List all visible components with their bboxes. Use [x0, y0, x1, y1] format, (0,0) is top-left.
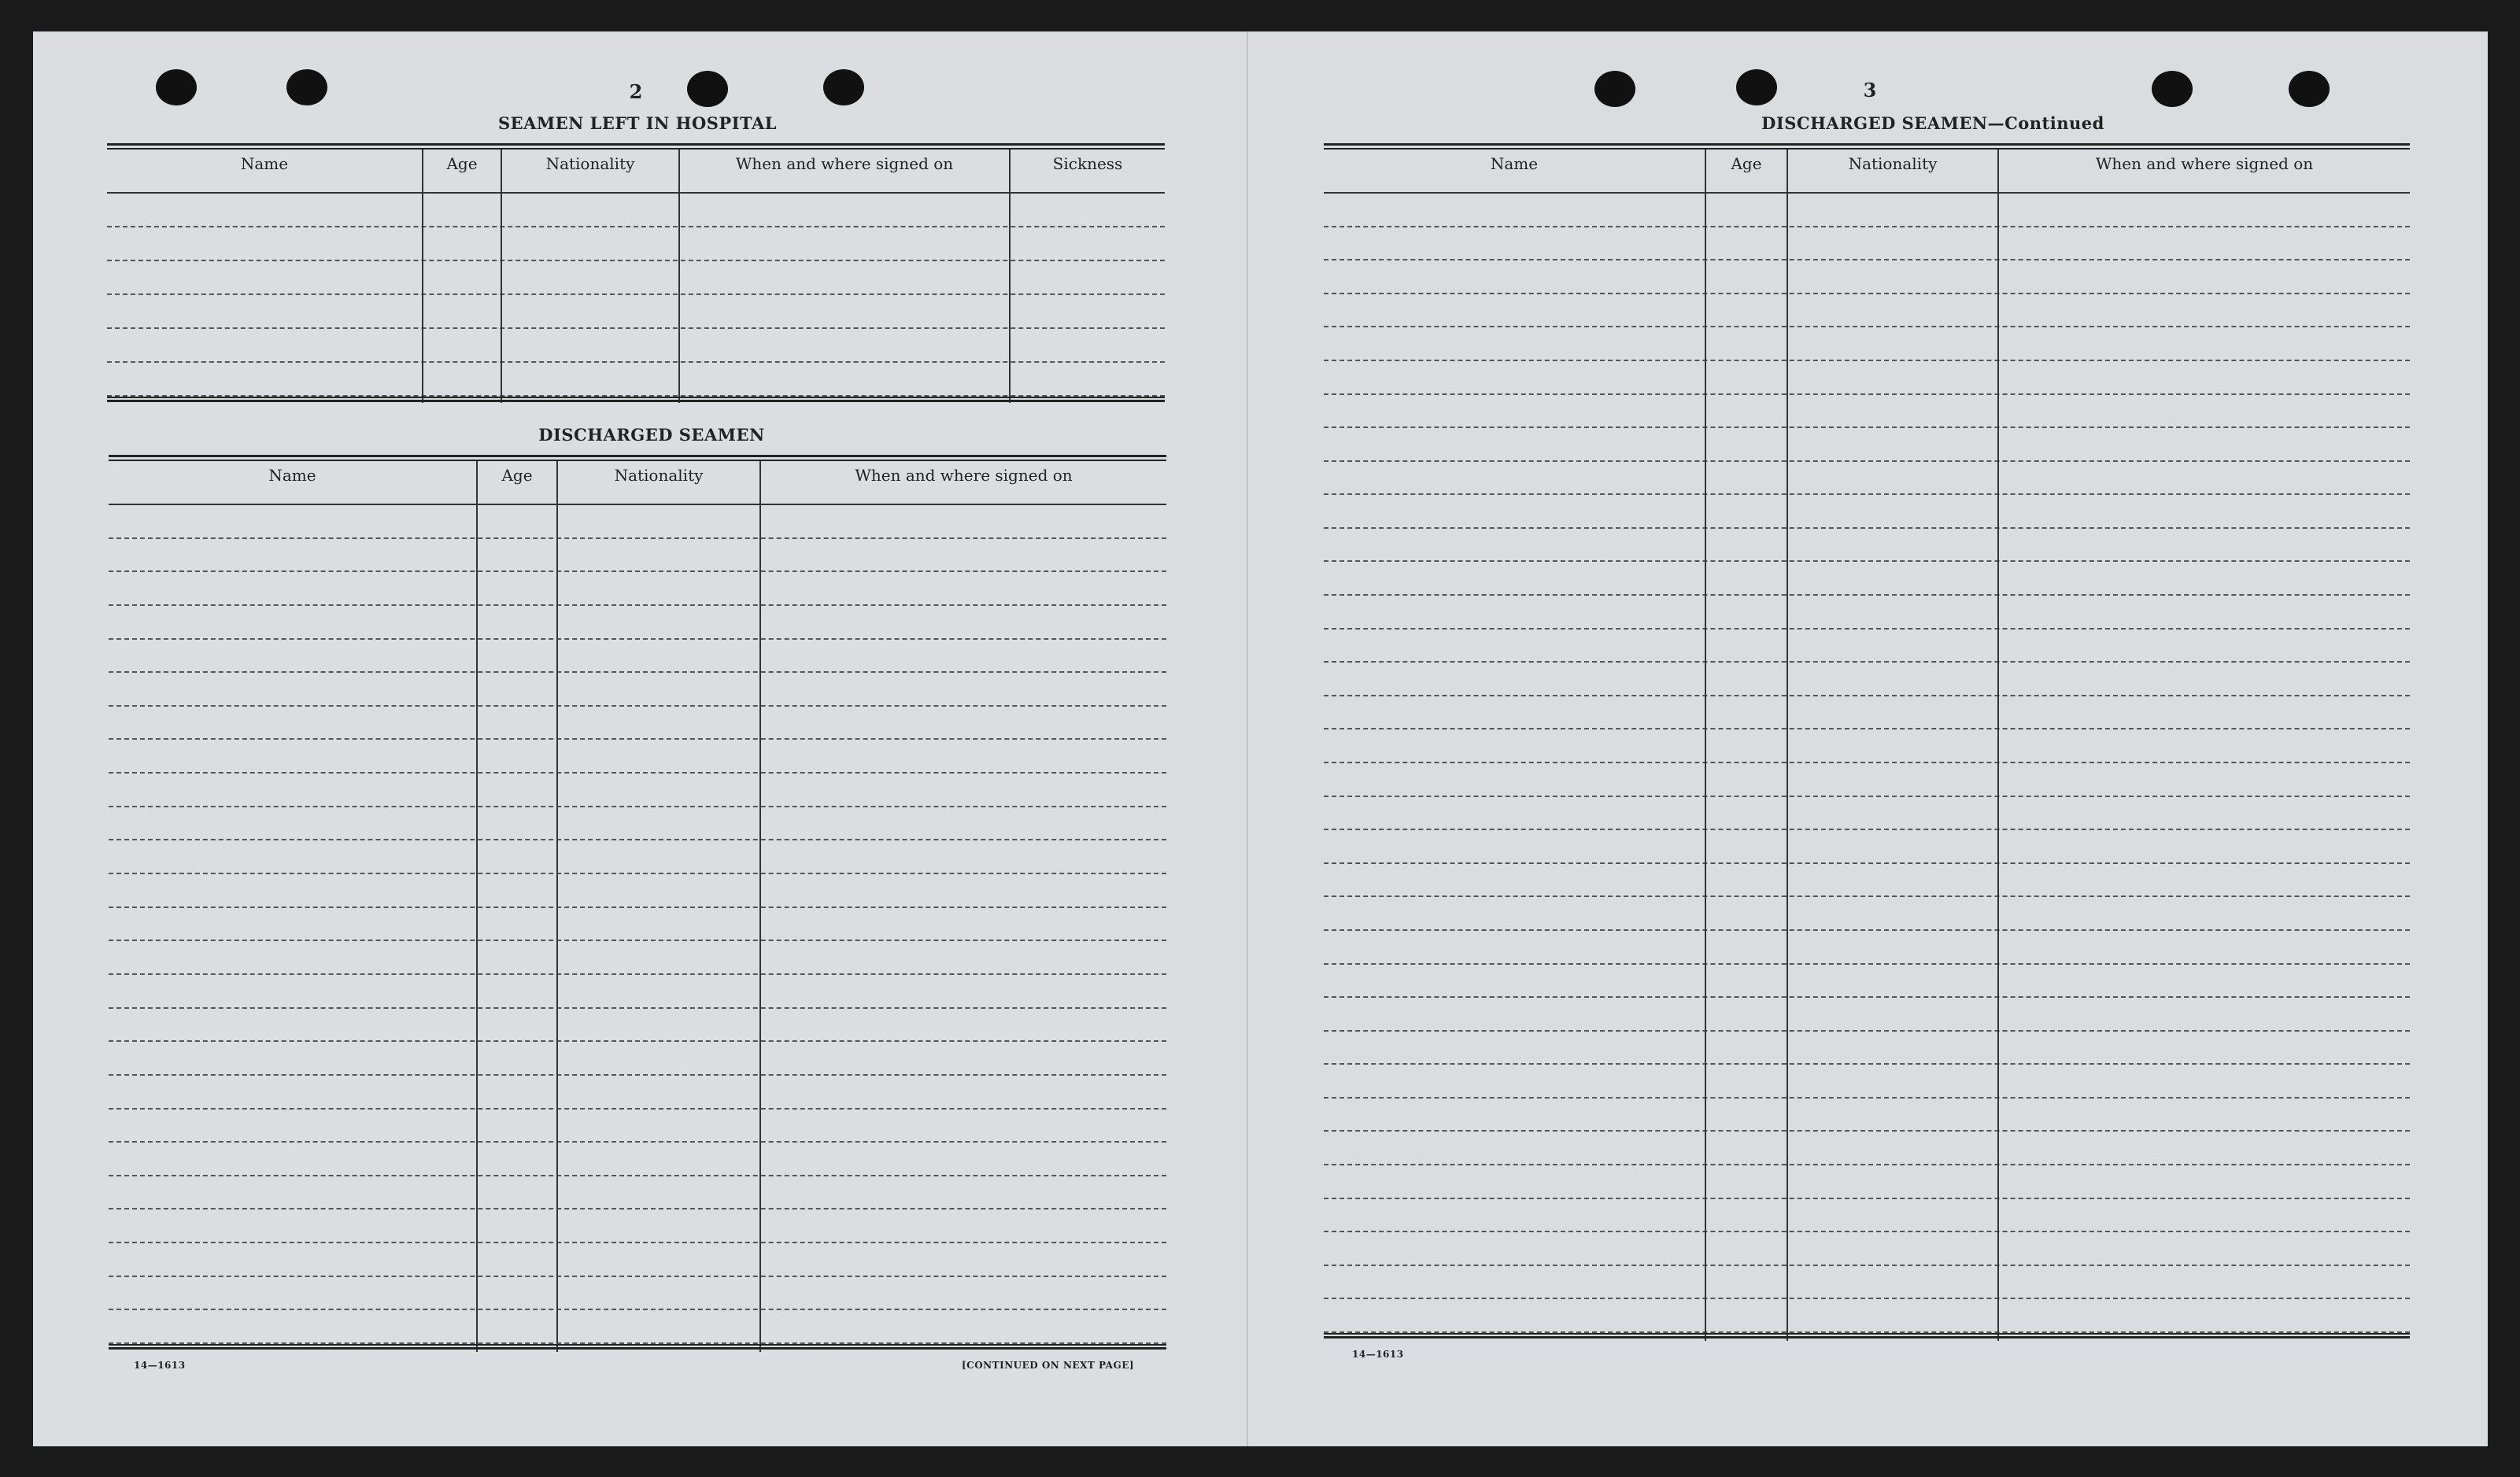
- table-row[interactable]: [1324, 763, 2410, 797]
- table-row[interactable]: [1324, 1299, 2410, 1333]
- column-header-nationality: Nationality: [1848, 154, 1938, 173]
- table-row[interactable]: [109, 975, 1166, 1009]
- column-divider: [501, 150, 502, 403]
- column-divider: [476, 461, 478, 1352]
- column-header-nationality: Nationality: [614, 466, 704, 485]
- table-row[interactable]: [1324, 529, 2410, 563]
- table-row[interactable]: [109, 908, 1166, 942]
- punch-hole-icon: [156, 69, 197, 105]
- punch-hole-icon: [1736, 69, 1777, 105]
- table-row[interactable]: [1324, 227, 2410, 261]
- table-row[interactable]: [107, 227, 1165, 261]
- column-header-sickness: Sickness: [1052, 154, 1123, 173]
- table-row[interactable]: [109, 1009, 1166, 1043]
- column-divider: [1787, 150, 1788, 1341]
- table-row[interactable]: [109, 1110, 1166, 1143]
- punch-hole-icon: [2289, 71, 2330, 107]
- column-divider: [1997, 150, 1999, 1341]
- hospital-table: [107, 143, 1165, 409]
- table-row[interactable]: [1324, 361, 2410, 395]
- table-row[interactable]: [109, 807, 1166, 841]
- table-row[interactable]: [109, 941, 1166, 975]
- section-title-discharged-seamen-continued: [1761, 113, 2104, 133]
- table-row[interactable]: [1324, 1032, 2410, 1065]
- page-number: 2: [629, 80, 643, 103]
- table-header: [107, 150, 1165, 194]
- column-header-when-where: When and where signed on: [855, 466, 1073, 485]
- punch-hole-icon: [1594, 71, 1635, 107]
- table-bottom-rule: [107, 397, 1165, 402]
- table-row[interactable]: [1324, 1165, 2410, 1199]
- table-row[interactable]: [109, 740, 1166, 774]
- table-row[interactable]: [1324, 1099, 2410, 1132]
- table-bottom-rule: [1324, 1333, 2410, 1339]
- table-row[interactable]: [109, 640, 1166, 674]
- discharged-table-continued: [1324, 143, 2410, 1347]
- table-top-rule: [107, 143, 1165, 150]
- table-row[interactable]: [109, 1176, 1166, 1210]
- page-number: 3: [1863, 79, 1877, 102]
- table-row[interactable]: [109, 673, 1166, 707]
- table-header: [1324, 150, 2410, 194]
- table-row[interactable]: [1324, 729, 2410, 763]
- section-title-seamen-left-in-hospital: SEAMEN LEFT IN HOSPITAL: [497, 113, 778, 133]
- table-row[interactable]: [1324, 562, 2410, 596]
- table-row[interactable]: [107, 295, 1165, 329]
- column-header-name: Name: [1490, 154, 1539, 173]
- table-row[interactable]: [1324, 897, 2410, 931]
- table-row[interactable]: [109, 1076, 1166, 1110]
- table-row[interactable]: [107, 194, 1165, 227]
- column-header-when-where: When and where signed on: [2095, 154, 2314, 173]
- punch-hole-icon: [286, 69, 327, 105]
- column-divider: [759, 461, 761, 1352]
- table-row[interactable]: [109, 606, 1166, 640]
- table-row[interactable]: [1324, 194, 2410, 227]
- table-header: [109, 461, 1166, 505]
- table-row[interactable]: [1324, 797, 2410, 831]
- punch-hole-icon: [2152, 71, 2193, 107]
- column-header-name: Name: [268, 466, 316, 485]
- column-header-when-where: When and where signed on: [735, 154, 954, 173]
- table-row[interactable]: [1324, 696, 2410, 730]
- table-row[interactable]: [1324, 998, 2410, 1032]
- table-row[interactable]: [1324, 864, 2410, 898]
- table-row[interactable]: [1324, 495, 2410, 529]
- punch-hole-icon: [687, 71, 728, 107]
- table-row[interactable]: [1324, 1132, 2410, 1165]
- column-header-age: Age: [1731, 154, 1762, 173]
- table-top-rule: [1324, 143, 2410, 150]
- table-row[interactable]: [1324, 462, 2410, 496]
- table-row[interactable]: [1324, 428, 2410, 462]
- table-row[interactable]: [1324, 327, 2410, 361]
- column-divider: [422, 150, 423, 403]
- table-row[interactable]: [109, 572, 1166, 606]
- table-row[interactable]: [109, 707, 1166, 740]
- table-row[interactable]: [109, 1310, 1166, 1344]
- table-row[interactable]: [1324, 830, 2410, 864]
- table-row[interactable]: [109, 840, 1166, 874]
- table-row[interactable]: [1324, 1065, 2410, 1099]
- table-bottom-rule: [109, 1344, 1166, 1350]
- section-title-suffix: —Continued: [1987, 113, 2104, 133]
- table-row[interactable]: [1324, 260, 2410, 294]
- table-row[interactable]: [109, 774, 1166, 807]
- section-title-discharged-seamen: DISCHARGED SEAMEN: [538, 425, 765, 445]
- discharged-table: [109, 455, 1166, 1352]
- punch-hole-icon: [823, 69, 864, 105]
- table-row[interactable]: [107, 329, 1165, 363]
- table-row[interactable]: [1324, 1232, 2410, 1266]
- column-header-nationality: Nationality: [545, 154, 635, 173]
- table-row[interactable]: [1324, 630, 2410, 663]
- table-row[interactable]: [1324, 1266, 2410, 1300]
- table-row[interactable]: [107, 261, 1165, 295]
- table-row[interactable]: [109, 1042, 1166, 1076]
- column-divider: [1009, 150, 1011, 403]
- table-row[interactable]: [1324, 395, 2410, 429]
- column-divider: [678, 150, 680, 403]
- column-header-age: Age: [501, 466, 533, 485]
- table-row[interactable]: [109, 1243, 1166, 1277]
- page-fold: [1247, 31, 1248, 1446]
- table-row[interactable]: [1324, 1199, 2410, 1233]
- column-header-age: Age: [446, 154, 478, 173]
- table-row[interactable]: [107, 363, 1165, 397]
- continued-note: [CONTINUED ON NEXT PAGE]: [962, 1360, 1135, 1371]
- form-number: 14—1613: [1352, 1349, 1404, 1360]
- table-row[interactable]: [109, 1277, 1166, 1311]
- table-row[interactable]: [109, 505, 1166, 539]
- section-title-text: DISCHARGED SEAMEN: [1761, 113, 1988, 133]
- table-row[interactable]: [1324, 596, 2410, 630]
- table-row[interactable]: [109, 539, 1166, 573]
- table-row[interactable]: [1324, 294, 2410, 328]
- table-row[interactable]: [1324, 931, 2410, 965]
- table-row[interactable]: [1324, 663, 2410, 696]
- table-row[interactable]: [109, 874, 1166, 908]
- column-divider: [556, 461, 558, 1352]
- table-top-rule: [109, 455, 1166, 461]
- table-row[interactable]: [1324, 965, 2410, 999]
- column-divider: [1705, 150, 1706, 1341]
- table-row[interactable]: [109, 1143, 1166, 1176]
- form-number: 14—1613: [134, 1360, 186, 1371]
- table-row[interactable]: [109, 1209, 1166, 1243]
- column-header-name: Name: [240, 154, 289, 173]
